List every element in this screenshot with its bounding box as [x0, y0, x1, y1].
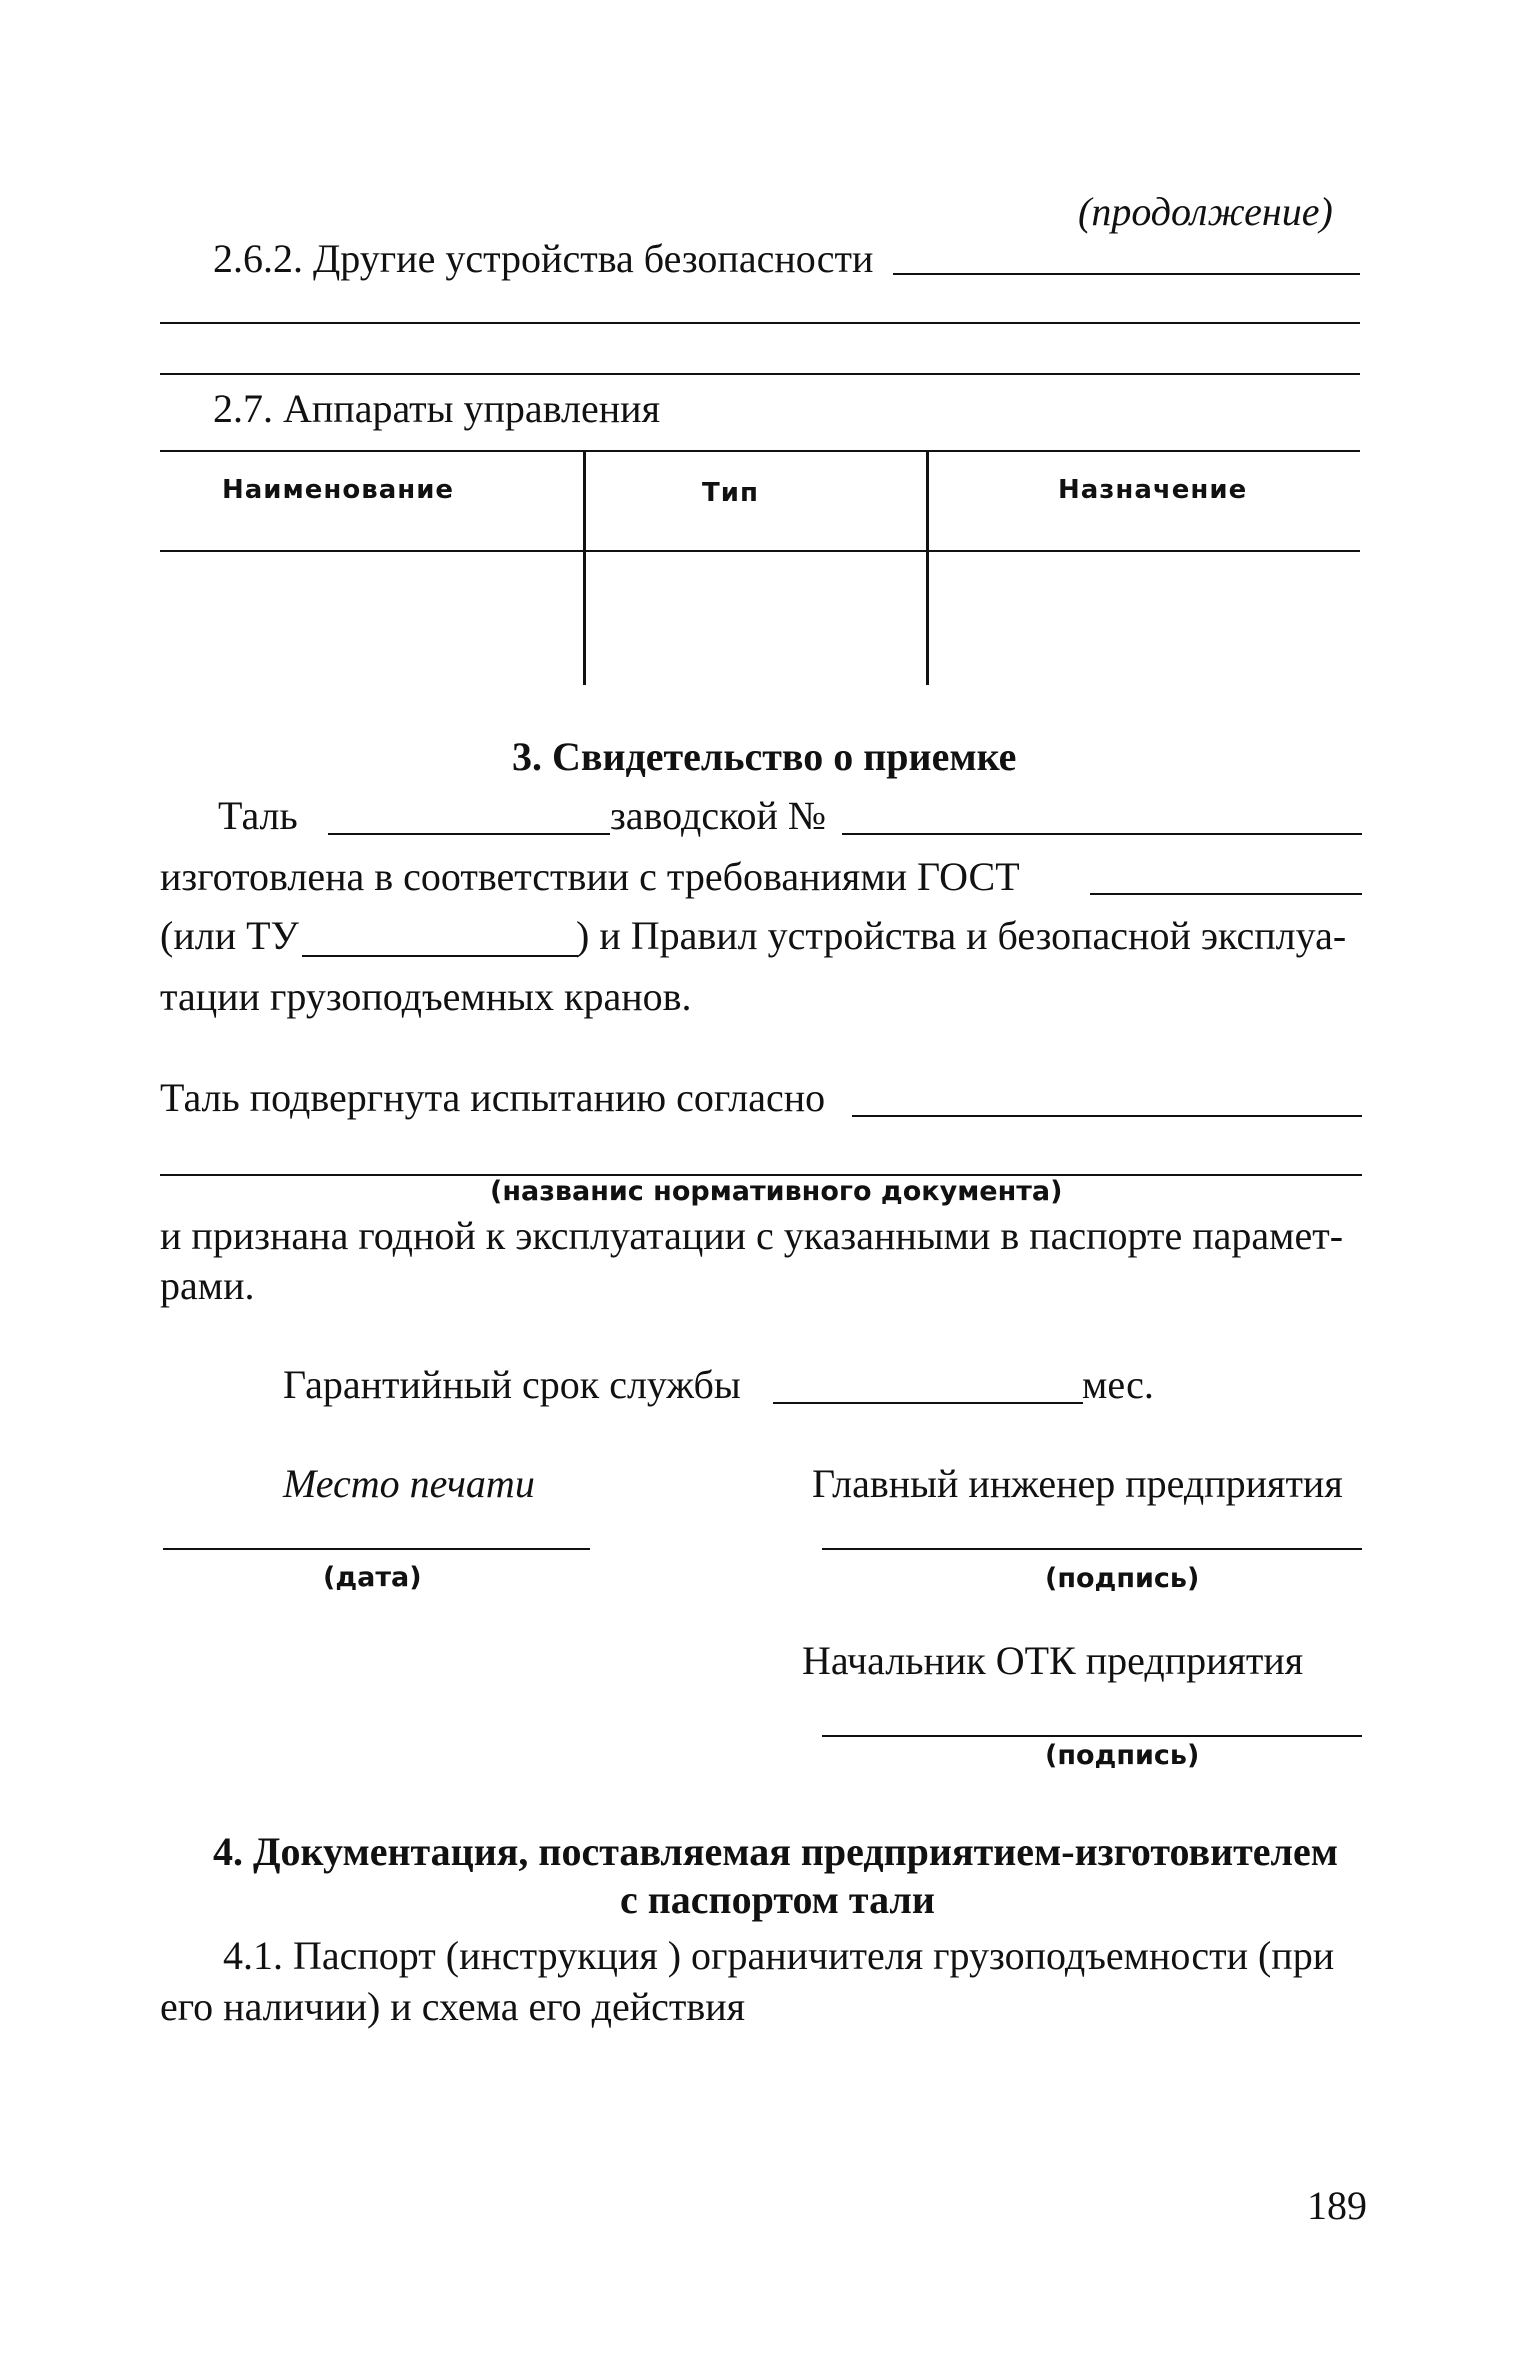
date-line [163, 1548, 590, 1550]
section-3-title: 3. Свидетельство о приемке [512, 734, 1017, 779]
tu-fill-line [302, 955, 578, 957]
table-top-border [160, 450, 1360, 452]
otk-head-label: Начальник ОТК предприятия [802, 1638, 1304, 1683]
chief-signature-line [822, 1548, 1362, 1550]
hoist-type-line [328, 833, 610, 835]
table-header-type: Тип [702, 478, 759, 508]
table-divider-1 [583, 452, 586, 685]
gost-line-text: изготовлена в соответствии с требованиями ГОСТ [160, 854, 1020, 899]
page-number: 189 [1307, 2183, 1367, 2228]
continuation-note: (продолжение) [1078, 189, 1333, 234]
gost-fill-line [1090, 893, 1362, 895]
test-line-text: Таль подвергнута испытанию согласно [160, 1075, 826, 1120]
doc-name-caption: (названис нормативного документа) [490, 1176, 1063, 1207]
section-4-title-1: 4. Документация, поставляемая предприятием-изготовителем [213, 1829, 1338, 1874]
chief-engineer-label: Главный инженер предприятия [812, 1461, 1343, 1506]
item-4-1-text-2: его наличии) и схема его действия [160, 1984, 746, 2029]
otk-signature-caption: (подпись) [1045, 1740, 1200, 1771]
fill-line-2-6-2 [893, 273, 1360, 275]
item-4-1-text-1: 4.1. Паспорт (инструкция ) ограничителя грузоподъемности (при [223, 1933, 1335, 1978]
section-4-title-2: с паспортом тали [620, 1877, 935, 1922]
test-fill-line [852, 1115, 1362, 1117]
table-header-purpose: Назначение [1058, 475, 1248, 505]
serial-number-line [842, 833, 1362, 835]
hoist-label: Таль [218, 793, 298, 838]
warranty-label: Гарантийный срок службы [283, 1362, 741, 1407]
section-2-6-2-label: 2.6.2. Другие устройства безопасности [213, 236, 874, 281]
table-header-border [160, 550, 1360, 552]
warranty-fill-line [773, 1402, 1083, 1404]
serial-number-label: заводской № [610, 793, 827, 838]
rules-text: ) и Правил устройства и безопасной эксплуа- [576, 913, 1347, 958]
fitness-text-1: и признана годной к эксплуатации с указанными в паспорте парамет- [160, 1213, 1344, 1258]
table-divider-2 [926, 452, 929, 685]
table-header-name: Наименование [222, 475, 455, 505]
warranty-unit: мес. [1082, 1362, 1154, 1407]
chief-signature-caption: (подпись) [1045, 1563, 1200, 1594]
fitness-text-2: рами. [160, 1263, 255, 1308]
tu-label: (или ТУ [160, 913, 299, 958]
rules-text-cont: тации грузоподъемных кранов. [160, 974, 692, 1019]
fill-line-2-6-2-b [160, 322, 1360, 324]
section-2-7-title: 2.7. Аппараты управления [213, 386, 660, 431]
stamp-place: Место печати [283, 1461, 535, 1506]
date-caption: (дата) [323, 1562, 422, 1593]
otk-signature-line [822, 1735, 1362, 1737]
fill-line-2-6-2-c [160, 373, 1360, 375]
